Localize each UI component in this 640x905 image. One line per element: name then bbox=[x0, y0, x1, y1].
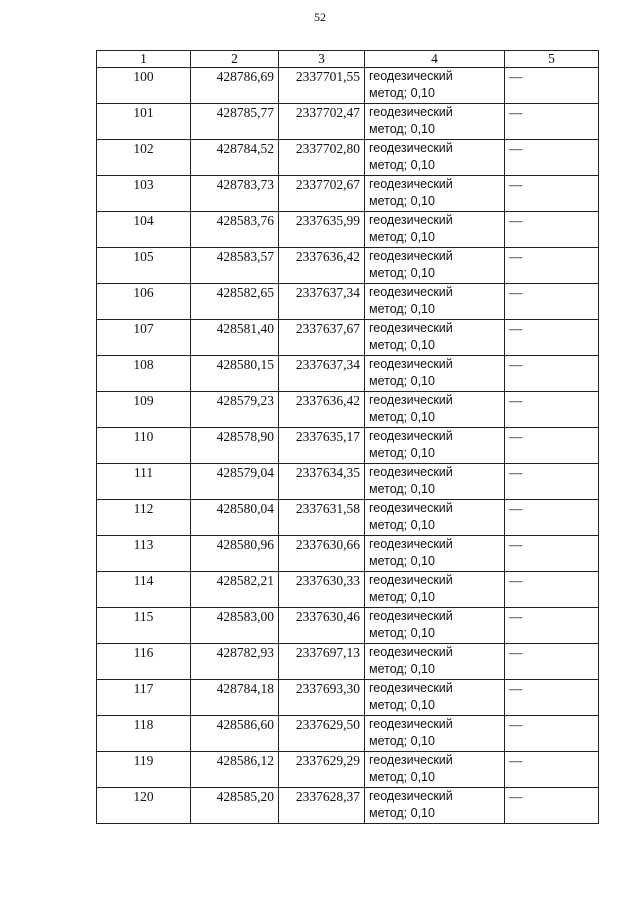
point-number-cell: 115 bbox=[97, 608, 191, 644]
x-coordinate-cell: 428583,76 bbox=[191, 212, 279, 248]
x-coordinate-cell: 428583,00 bbox=[191, 608, 279, 644]
point-number-cell: 117 bbox=[97, 680, 191, 716]
point-number-cell: 111 bbox=[97, 464, 191, 500]
method-line-1: геодезический bbox=[369, 429, 453, 443]
method-line-1: геодезический bbox=[369, 393, 453, 407]
method-line-1: геодезический bbox=[369, 105, 453, 119]
table-row bbox=[97, 140, 599, 176]
y-coordinate-cell: 2337628,37 bbox=[279, 788, 365, 824]
y-coordinate-cell: 2337701,55 bbox=[279, 68, 365, 104]
point-number-cell: 106 bbox=[97, 284, 191, 320]
method-line-1: геодезический bbox=[369, 249, 453, 263]
y-coordinate-cell: 2337636,42 bbox=[279, 392, 365, 428]
column-header-3: 3 bbox=[279, 51, 365, 68]
note-cell: — bbox=[505, 500, 599, 536]
point-number-cell: 116 bbox=[97, 644, 191, 680]
method-line-1: геодезический bbox=[369, 573, 453, 587]
method-line-1: геодезический bbox=[369, 213, 453, 227]
table-row bbox=[97, 320, 599, 356]
table-row bbox=[97, 788, 599, 824]
note-cell: — bbox=[505, 68, 599, 104]
x-coordinate-cell: 428782,93 bbox=[191, 644, 279, 680]
table-row bbox=[97, 428, 599, 464]
point-number-cell: 120 bbox=[97, 788, 191, 824]
table-row bbox=[97, 716, 599, 752]
x-coordinate-cell: 428581,40 bbox=[191, 320, 279, 356]
table-row bbox=[97, 284, 599, 320]
method-cell bbox=[365, 680, 505, 716]
method-cell bbox=[365, 572, 505, 608]
method-cell bbox=[365, 464, 505, 500]
method-line-2: метод; 0,10 bbox=[369, 194, 435, 208]
point-number-cell: 119 bbox=[97, 752, 191, 788]
x-coordinate-cell: 428578,90 bbox=[191, 428, 279, 464]
x-coordinate-cell: 428786,69 bbox=[191, 68, 279, 104]
point-number-cell: 110 bbox=[97, 428, 191, 464]
table-row bbox=[97, 608, 599, 644]
method-line-1: геодезический bbox=[369, 537, 453, 551]
method-cell bbox=[365, 356, 505, 392]
x-coordinate-cell: 428784,52 bbox=[191, 140, 279, 176]
method-line-2: метод; 0,10 bbox=[369, 338, 435, 352]
table-row bbox=[97, 392, 599, 428]
x-coordinate-cell: 428582,21 bbox=[191, 572, 279, 608]
y-coordinate-cell: 2337634,35 bbox=[279, 464, 365, 500]
point-number-cell: 118 bbox=[97, 716, 191, 752]
column-header-2: 2 bbox=[191, 51, 279, 68]
table-row bbox=[97, 464, 599, 500]
point-number-cell: 109 bbox=[97, 392, 191, 428]
x-coordinate-cell: 428783,73 bbox=[191, 176, 279, 212]
method-cell bbox=[365, 392, 505, 428]
table-row bbox=[97, 536, 599, 572]
note-cell: — bbox=[505, 644, 599, 680]
column-header-1: 1 bbox=[97, 51, 191, 68]
x-coordinate-cell: 428580,04 bbox=[191, 500, 279, 536]
method-cell bbox=[365, 212, 505, 248]
note-cell: — bbox=[505, 284, 599, 320]
point-number-cell: 113 bbox=[97, 536, 191, 572]
method-cell bbox=[365, 104, 505, 140]
point-number-cell: 105 bbox=[97, 248, 191, 284]
method-line-1: геодезический bbox=[369, 285, 453, 299]
note-cell: — bbox=[505, 176, 599, 212]
point-number-cell: 112 bbox=[97, 500, 191, 536]
y-coordinate-cell: 2337637,34 bbox=[279, 356, 365, 392]
table-row bbox=[97, 680, 599, 716]
point-number-cell: 107 bbox=[97, 320, 191, 356]
y-coordinate-cell: 2337630,33 bbox=[279, 572, 365, 608]
table-row bbox=[97, 248, 599, 284]
note-cell: — bbox=[505, 356, 599, 392]
point-number-cell: 101 bbox=[97, 104, 191, 140]
x-coordinate-cell: 428586,60 bbox=[191, 716, 279, 752]
y-coordinate-cell: 2337629,29 bbox=[279, 752, 365, 788]
method-line-1: геодезический bbox=[369, 321, 453, 335]
x-coordinate-cell: 428583,57 bbox=[191, 248, 279, 284]
y-coordinate-cell: 2337630,46 bbox=[279, 608, 365, 644]
method-line-1: геодезический bbox=[369, 177, 453, 191]
method-line-2: метод; 0,10 bbox=[369, 482, 435, 496]
point-number-cell: 103 bbox=[97, 176, 191, 212]
y-coordinate-cell: 2337702,80 bbox=[279, 140, 365, 176]
y-coordinate-cell: 2337697,13 bbox=[279, 644, 365, 680]
table-row bbox=[97, 104, 599, 140]
method-line-2: метод; 0,10 bbox=[369, 410, 435, 424]
note-cell: — bbox=[505, 716, 599, 752]
point-number-cell: 108 bbox=[97, 356, 191, 392]
method-cell bbox=[365, 176, 505, 212]
method-line-1: геодезический bbox=[369, 789, 453, 803]
x-coordinate-cell: 428580,15 bbox=[191, 356, 279, 392]
method-line-1: геодезический bbox=[369, 753, 453, 767]
method-cell bbox=[365, 140, 505, 176]
method-line-1: геодезический bbox=[369, 465, 453, 479]
method-line-1: геодезический bbox=[369, 717, 453, 731]
note-cell: — bbox=[505, 608, 599, 644]
note-cell: — bbox=[505, 680, 599, 716]
method-line-2: метод; 0,10 bbox=[369, 554, 435, 568]
table-row bbox=[97, 176, 599, 212]
y-coordinate-cell: 2337693,30 bbox=[279, 680, 365, 716]
point-number-cell: 102 bbox=[97, 140, 191, 176]
table-row bbox=[97, 212, 599, 248]
page-number: 52 bbox=[314, 10, 326, 24]
table-row bbox=[97, 752, 599, 788]
method-cell bbox=[365, 788, 505, 824]
method-cell bbox=[365, 68, 505, 104]
method-line-2: метод; 0,10 bbox=[369, 662, 435, 676]
x-coordinate-cell: 428585,20 bbox=[191, 788, 279, 824]
y-coordinate-cell: 2337637,67 bbox=[279, 320, 365, 356]
y-coordinate-cell: 2337702,47 bbox=[279, 104, 365, 140]
y-coordinate-cell: 2337636,42 bbox=[279, 248, 365, 284]
table-row bbox=[97, 572, 599, 608]
point-number-cell: 100 bbox=[97, 68, 191, 104]
note-cell: — bbox=[505, 104, 599, 140]
y-coordinate-cell: 2337702,67 bbox=[279, 176, 365, 212]
x-coordinate-cell: 428784,18 bbox=[191, 680, 279, 716]
method-line-1: геодезический bbox=[369, 69, 453, 83]
x-coordinate-cell: 428580,96 bbox=[191, 536, 279, 572]
method-line-2: метод; 0,10 bbox=[369, 698, 435, 712]
method-cell bbox=[365, 320, 505, 356]
method-cell bbox=[365, 536, 505, 572]
point-number-cell: 114 bbox=[97, 572, 191, 608]
method-line-2: метод; 0,10 bbox=[369, 86, 435, 100]
method-cell bbox=[365, 608, 505, 644]
method-line-2: метод; 0,10 bbox=[369, 122, 435, 136]
y-coordinate-cell: 2337637,34 bbox=[279, 284, 365, 320]
note-cell: — bbox=[505, 464, 599, 500]
method-line-2: метод; 0,10 bbox=[369, 626, 435, 640]
method-line-1: геодезический bbox=[369, 501, 453, 515]
note-cell: — bbox=[505, 392, 599, 428]
method-line-2: метод; 0,10 bbox=[369, 302, 435, 316]
method-line-2: метод; 0,10 bbox=[369, 590, 435, 604]
note-cell: — bbox=[505, 788, 599, 824]
method-line-1: геодезический bbox=[369, 141, 453, 155]
method-cell bbox=[365, 716, 505, 752]
coordinates-table bbox=[96, 50, 599, 824]
note-cell: — bbox=[505, 212, 599, 248]
method-line-1: геодезический bbox=[369, 357, 453, 371]
method-line-2: метод; 0,10 bbox=[369, 734, 435, 748]
x-coordinate-cell: 428579,23 bbox=[191, 392, 279, 428]
note-cell: — bbox=[505, 428, 599, 464]
method-line-1: геодезический bbox=[369, 609, 453, 623]
method-line-2: метод; 0,10 bbox=[369, 770, 435, 784]
x-coordinate-cell: 428586,12 bbox=[191, 752, 279, 788]
method-line-2: метод; 0,10 bbox=[369, 806, 435, 820]
method-cell bbox=[365, 284, 505, 320]
y-coordinate-cell: 2337630,66 bbox=[279, 536, 365, 572]
table-row bbox=[97, 500, 599, 536]
note-cell: — bbox=[505, 572, 599, 608]
table-row bbox=[97, 68, 599, 104]
note-cell: — bbox=[505, 248, 599, 284]
table-header-row bbox=[97, 51, 599, 68]
method-line-1: геодезический bbox=[369, 645, 453, 659]
method-line-2: метод; 0,10 bbox=[369, 374, 435, 388]
method-line-2: метод; 0,10 bbox=[369, 446, 435, 460]
method-cell bbox=[365, 644, 505, 680]
x-coordinate-cell: 428579,04 bbox=[191, 464, 279, 500]
y-coordinate-cell: 2337629,50 bbox=[279, 716, 365, 752]
method-line-2: метод; 0,10 bbox=[369, 230, 435, 244]
y-coordinate-cell: 2337631,58 bbox=[279, 500, 365, 536]
method-cell bbox=[365, 500, 505, 536]
note-cell: — bbox=[505, 140, 599, 176]
y-coordinate-cell: 2337635,99 bbox=[279, 212, 365, 248]
point-number-cell: 104 bbox=[97, 212, 191, 248]
method-line-2: метод; 0,10 bbox=[369, 518, 435, 532]
method-line-2: метод; 0,10 bbox=[369, 266, 435, 280]
column-header-5: 5 bbox=[505, 51, 599, 68]
method-line-1: геодезический bbox=[369, 681, 453, 695]
y-coordinate-cell: 2337635,17 bbox=[279, 428, 365, 464]
method-cell bbox=[365, 752, 505, 788]
x-coordinate-cell: 428785,77 bbox=[191, 104, 279, 140]
note-cell: — bbox=[505, 752, 599, 788]
column-header-4: 4 bbox=[365, 51, 505, 68]
note-cell: — bbox=[505, 320, 599, 356]
x-coordinate-cell: 428582,65 bbox=[191, 284, 279, 320]
method-cell bbox=[365, 428, 505, 464]
table-row bbox=[97, 356, 599, 392]
table-row bbox=[97, 644, 599, 680]
method-cell bbox=[365, 248, 505, 284]
note-cell: — bbox=[505, 536, 599, 572]
method-line-2: метод; 0,10 bbox=[369, 158, 435, 172]
